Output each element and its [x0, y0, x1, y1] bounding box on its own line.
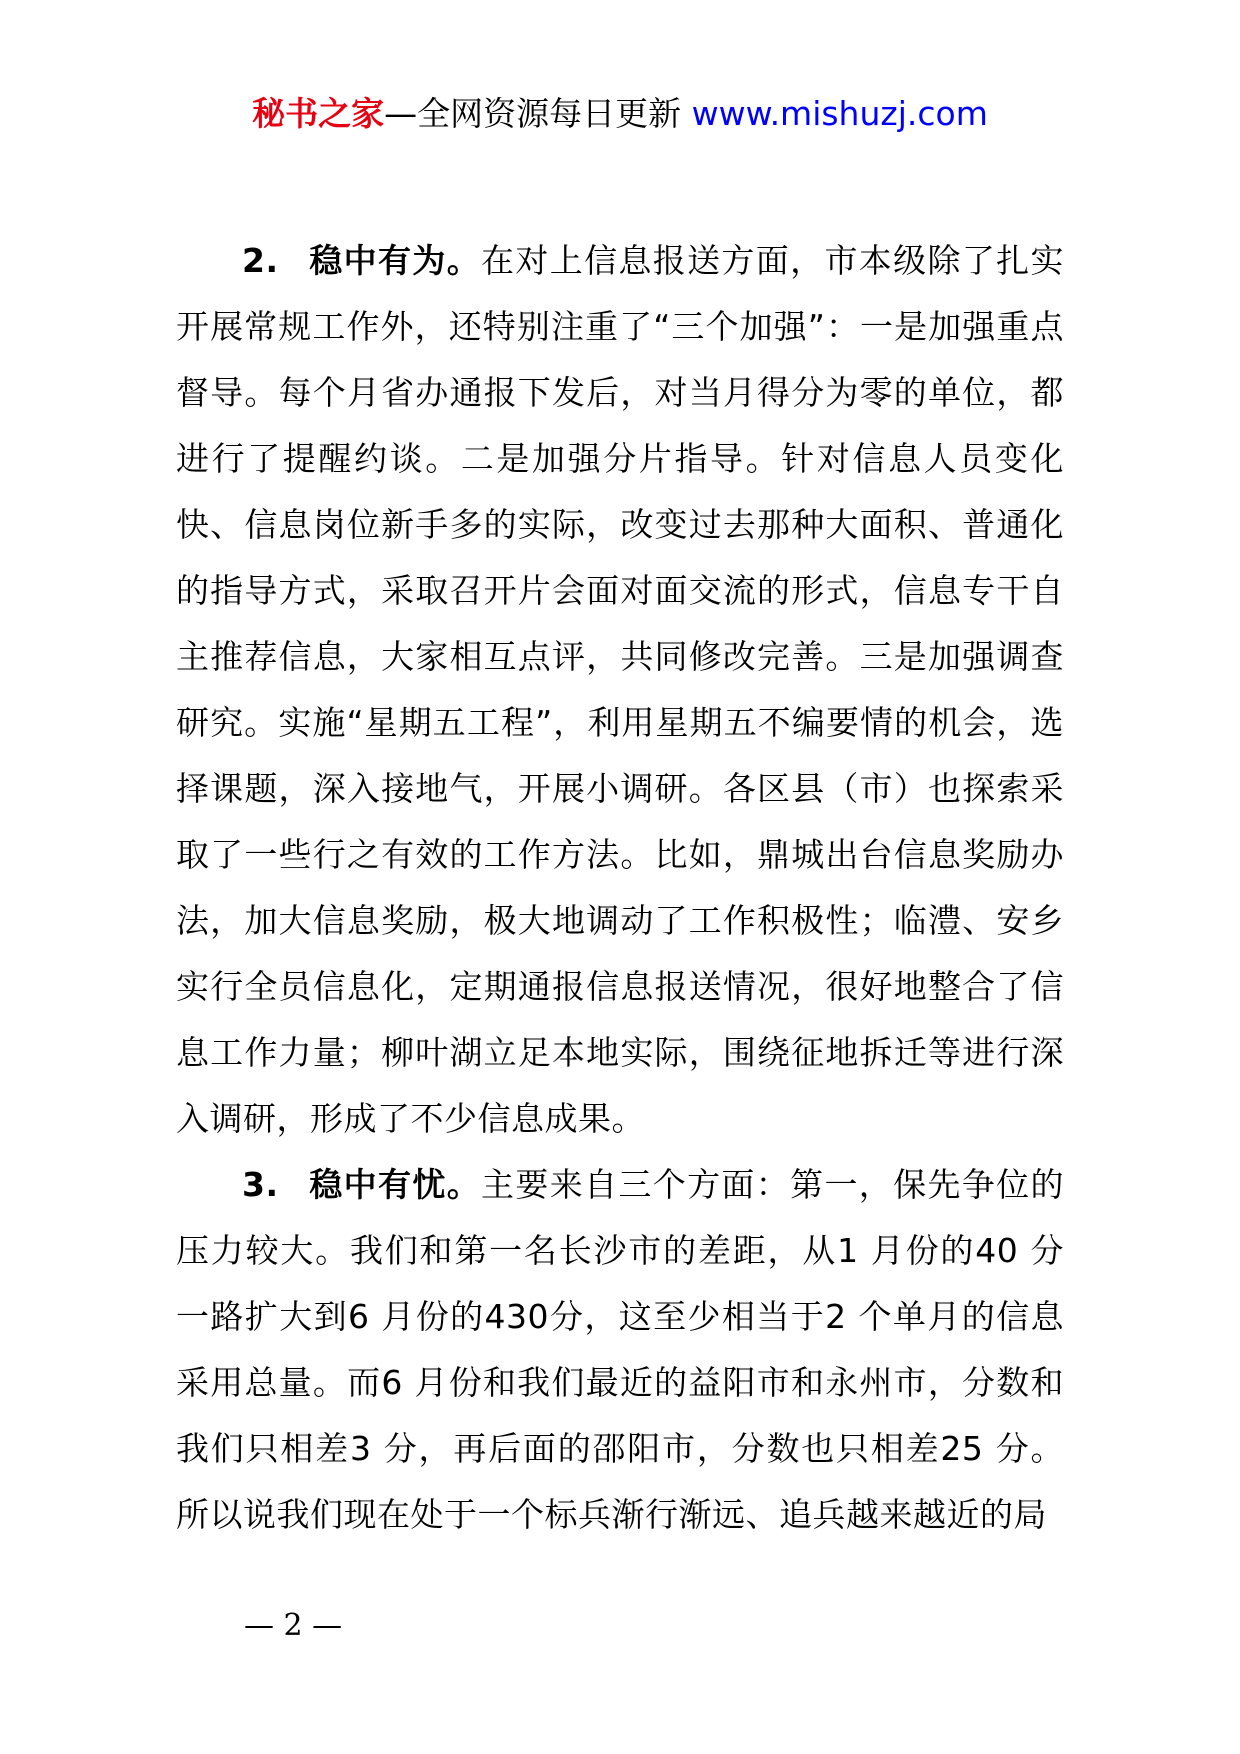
site-banner	[0, 92, 1240, 136]
paragraph-text: 在对上信息报送方面，市本级除了扎实开展常规工作外，还特别注重了“三个加强”：一是加强重点督导。每个月省办通报下发后，对当月得分为零的单位，都进行了提醒约谈。二是加强分片指导。针对信息人员变化快、信息岗位新手多的实际，改变过去那种大面积、普通化的指导方式，采取召开片会面对面交流的形式，信息专干自主推荐信息，大家相互点评，共同修改完善。三是加强调查研究。实施“星期五工程”，利用星期五不编要情的机会，选择课题，深入接地气，开展小调研。各区县（市）也探索采取了一些行之有效的工作方法。比如，鼎城出台信息奖励办法，加大信息奖励，极大地调动了工作积极性；临澧、安乡实行全员信息化，定期通报信息报送情况，很好地整合了信息工作力量；柳叶湖立足本地实际，围绕征地拆迁等进行深入调研，形成了不少信息成果。	[176, 241, 1065, 1138]
section-heading: 稳中有为。	[308, 241, 482, 280]
document-body	[176, 228, 1064, 1548]
section-number: 3.	[242, 1165, 279, 1204]
section-number: 2.	[242, 241, 279, 280]
paragraph-3	[176, 1152, 1064, 1548]
section-heading: 稳中有忧。	[308, 1165, 482, 1204]
brand-name: 秘书之家	[252, 94, 385, 133]
paragraph-2	[176, 228, 1064, 1152]
site-url-link[interactable]: www.mishuzj.com	[691, 94, 988, 133]
paragraph-text: 主要来自三个方面：第一，保先争位的压力较大。我们和第一名长沙市的差距，从1 月份的40 分一路扩大到6 月份的430分，这至少相当于2 个单月的信息采用总量。而6 月份和我们最近的益阳市和永州市，分数和我们只相差3 分，再后面的邵阳市，分数也只相差25 分。所以说我们现在处于一个标兵渐行渐远、追兵越来越近的局	[176, 1165, 1065, 1534]
page-number: — 2 —	[244, 1608, 343, 1643]
banner-slogan: —全网资源每日更新	[384, 94, 682, 133]
